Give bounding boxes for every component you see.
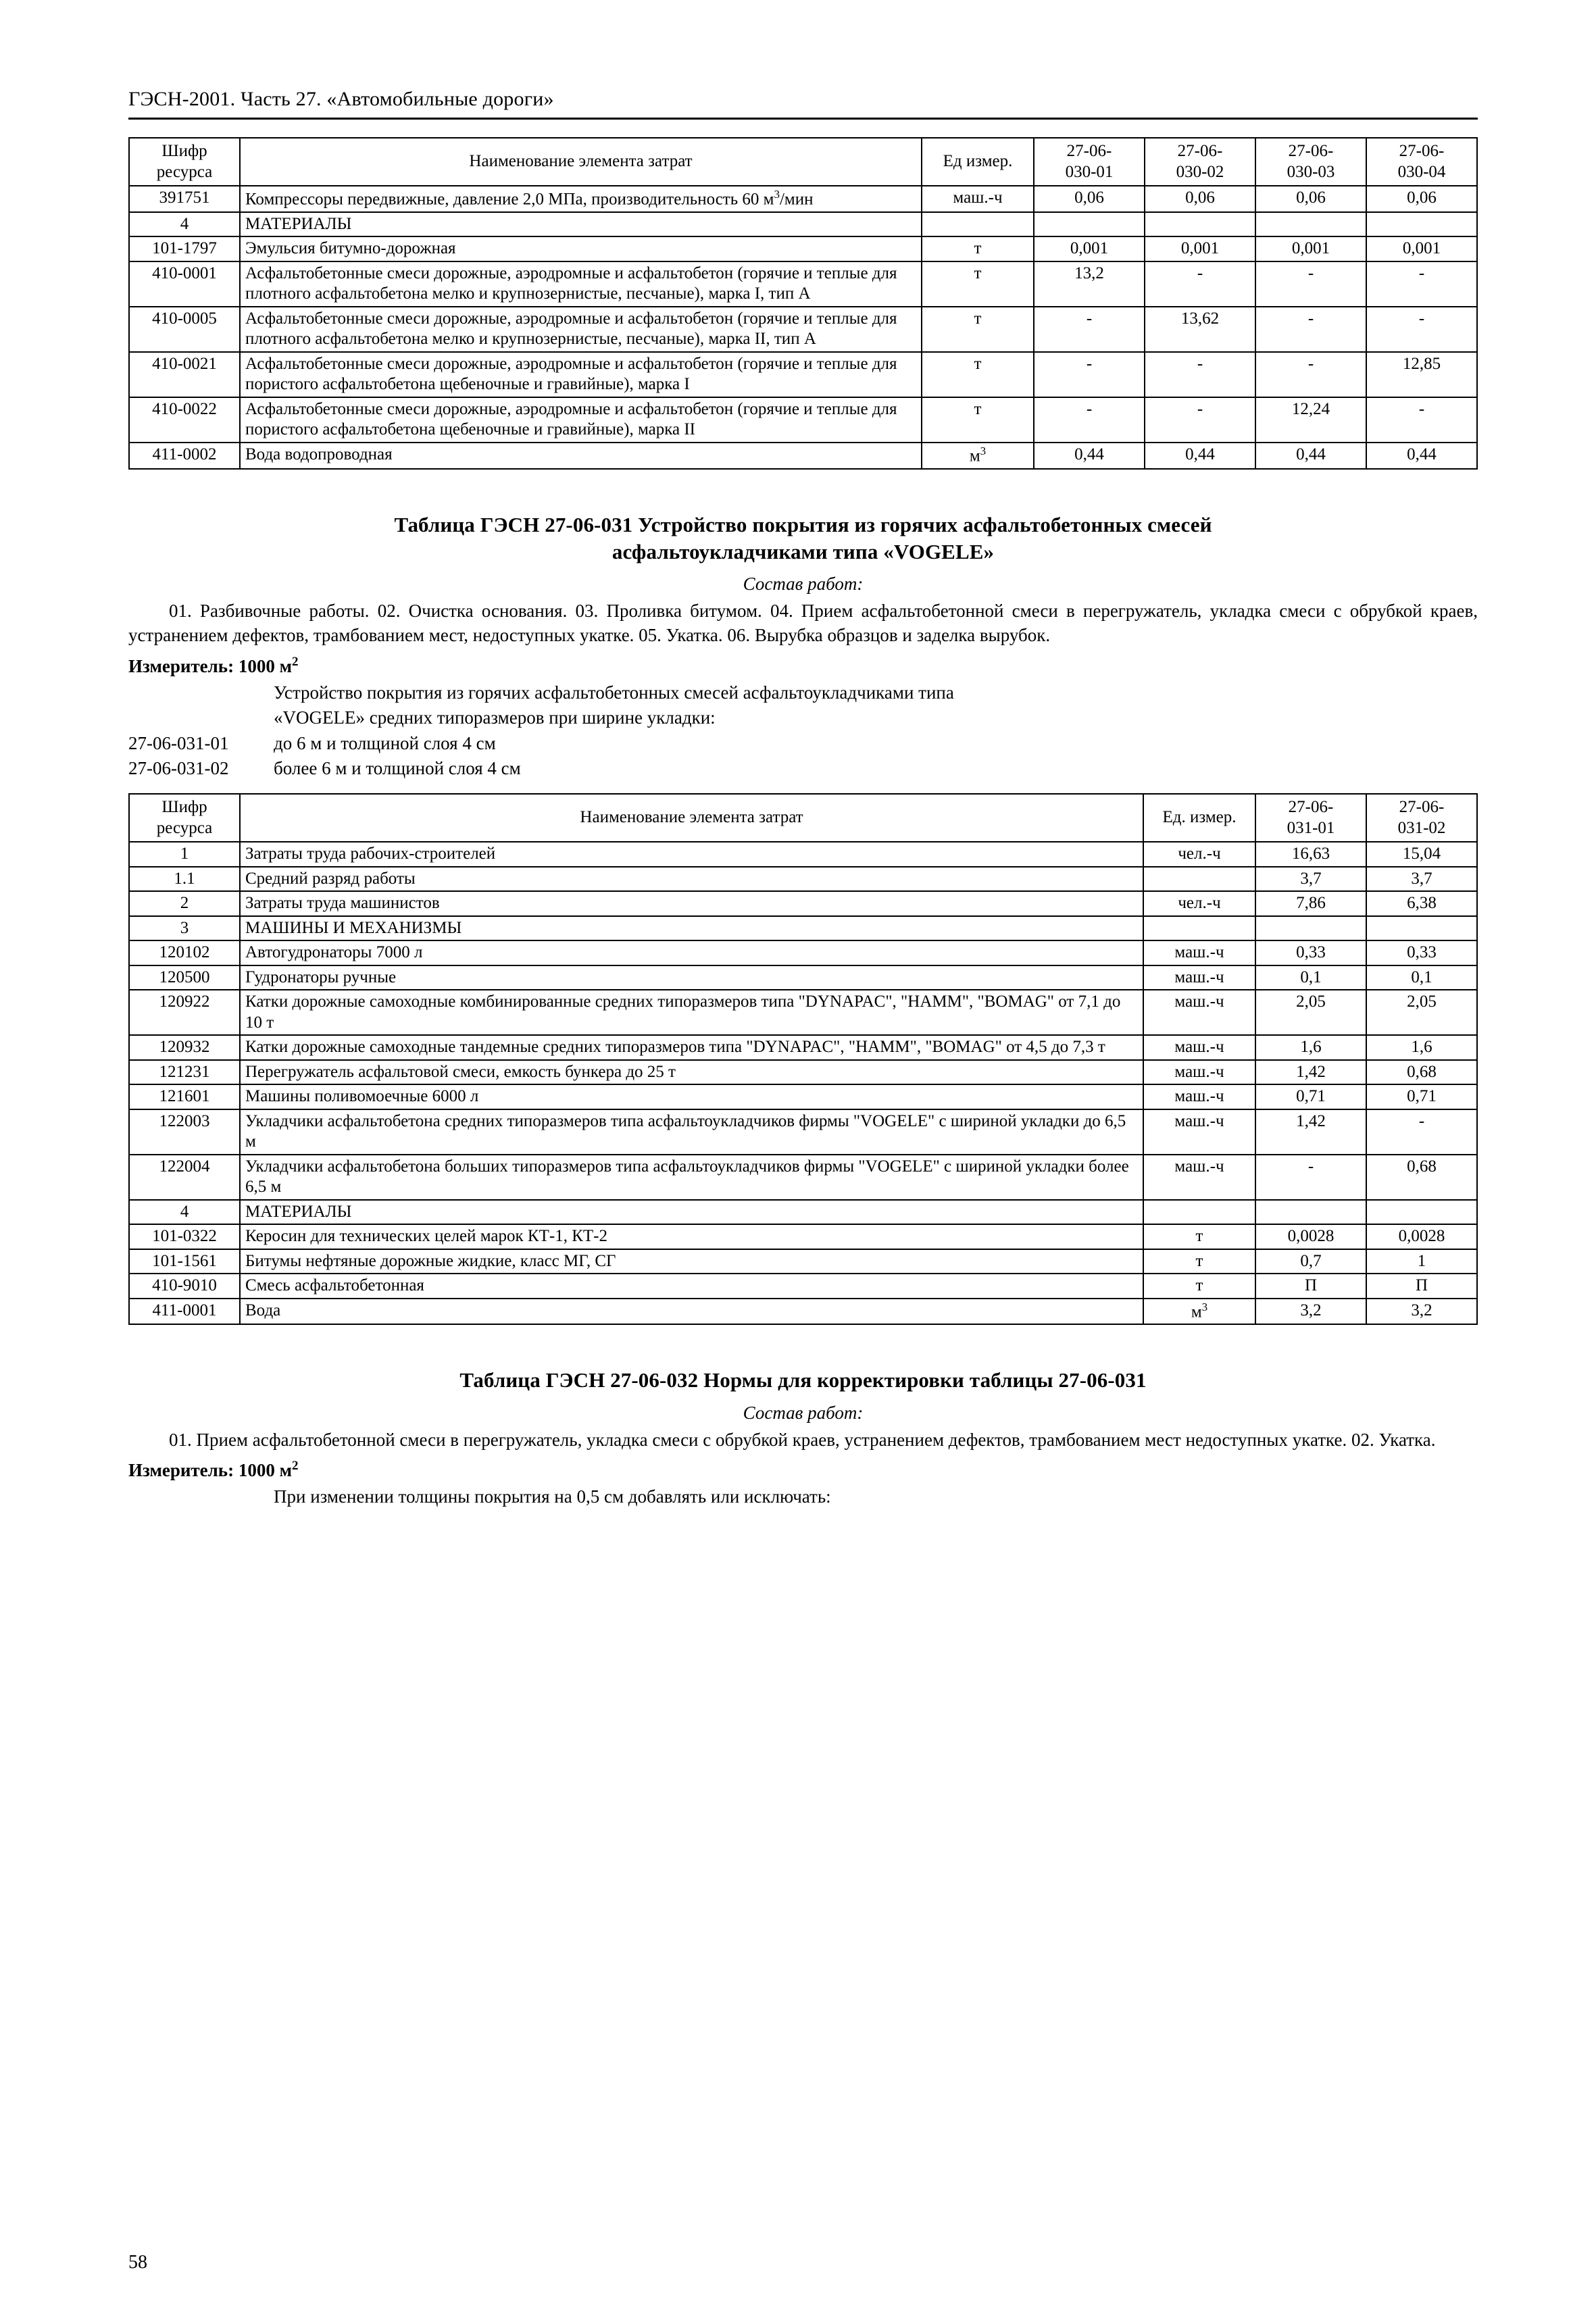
- header-divider: [128, 118, 1478, 120]
- izmeritel-031: Измеритель: 1000 $м^2$: [128, 654, 299, 676]
- cell-resource-code: 120922: [129, 990, 240, 1035]
- cell-value-1: 0,7: [1255, 1249, 1366, 1274]
- cell-resource-code: 101-0322: [129, 1224, 240, 1249]
- cell-value-4: 0,06: [1366, 186, 1477, 212]
- cell-resource-code: 3: [129, 916, 240, 941]
- header-cell-col1: 27-06- 030-01: [1034, 138, 1145, 186]
- cell-value-2: 0,68: [1366, 1155, 1477, 1200]
- table-row: [129, 352, 1477, 397]
- cell-value-4: -: [1366, 261, 1477, 307]
- variant-row-1: [128, 732, 1478, 756]
- cell-resource-code: 120932: [129, 1035, 240, 1060]
- table-row: [129, 1249, 1477, 1274]
- sostav-text-031: 01. Разбивочные работы. 02. Очистка основания. 03. Проливка битумом. 04. Прием асфальтобетонной смеси в перегружатель, укладка смеси с обрубкой краев, устранением дефектов, трамбованием мест, недоступных укатке. 05. Укатка. 06. Вырубка образцов и заделка вырубок.: [128, 601, 1478, 646]
- cell-value-1: -: [1034, 307, 1145, 352]
- cell-resource-name: Перегружатель асфальтовой смеси, емкость бункера до 25 т: [240, 1060, 1143, 1085]
- cell-unit: маш.-ч: [1143, 1060, 1255, 1085]
- table-row: [129, 443, 1477, 469]
- cell-value-1: 0,1: [1255, 965, 1366, 990]
- cell-resource-name: Компрессоры передвижные, давление 2,0 МПа, производительность 60 $м^3$/мин: [240, 186, 922, 212]
- cell-value-2: 2,05: [1366, 990, 1477, 1035]
- cell-value-2: 15,04: [1366, 842, 1477, 867]
- cell-resource-name: Катки дорожные самоходные комбинированные средних типоразмеров типа "DYNAPAC", "HAMM", "BOMAG" от 7,1 до 10 т: [240, 990, 1143, 1035]
- cell-unit: чел.-ч: [1143, 842, 1255, 867]
- table-header-row: [129, 138, 1477, 186]
- table-row: [129, 1109, 1477, 1155]
- cell-value-3: -: [1255, 307, 1366, 352]
- cell-value-2: 0,0028: [1366, 1224, 1477, 1249]
- cell-unit: [922, 212, 1034, 237]
- section-031-title: Таблица ГЭСН 27-06-031 Устройство покрытия из горячих асфальтобетонных смесей асфальтоукладчиками типа «VOGELE»: [394, 512, 1212, 563]
- cell-resource-name: Смесь асфальтобетонная: [240, 1274, 1143, 1299]
- cell-unit: т: [1143, 1249, 1255, 1274]
- cell-value-2: 3,7: [1366, 867, 1477, 892]
- table-row: [129, 940, 1477, 965]
- cell-unit: т: [922, 261, 1034, 307]
- cell-resource-code: 410-0001: [129, 261, 240, 307]
- variant-text: более 6 м и толщиной слоя 4 см: [274, 758, 521, 779]
- header-cell-code: Шифр ресурса: [129, 794, 240, 842]
- cell-value-1: 2,05: [1255, 990, 1366, 1035]
- cell-resource-code: 122004: [129, 1155, 240, 1200]
- izmeritel-032: Измеритель: 1000 $м^2$: [128, 1458, 299, 1480]
- header-cell-name: Наименование элемента затрат: [240, 138, 922, 186]
- section-27-06-032: [128, 1367, 1478, 1509]
- cell-resource-code: 101-1561: [129, 1249, 240, 1274]
- table-row: [129, 1200, 1477, 1225]
- cell-unit: т: [922, 352, 1034, 397]
- cell-unit: чел.-ч: [1143, 891, 1255, 916]
- cell-resource-name: Затраты труда машинистов: [240, 891, 1143, 916]
- cell-value-2: 3,2: [1366, 1299, 1477, 1325]
- table-body-031: [129, 842, 1477, 1324]
- cell-unit: т: [1143, 1274, 1255, 1299]
- cell-value-3: 0,44: [1255, 443, 1366, 469]
- cell-value-3: -: [1255, 352, 1366, 397]
- sostav-text-032: 01. Прием асфальтобетонной смеси в перегружатель, укладка смеси с обрубкой краев, устранением дефектов, трамбованием мест недоступных укатке. 02. Укатка.: [169, 1429, 1436, 1450]
- cell-value-3: 12,24: [1255, 397, 1366, 443]
- cell-resource-code: 120500: [129, 965, 240, 990]
- cell-value-2: 0,68: [1366, 1060, 1477, 1085]
- cell-resource-code: 391751: [129, 186, 240, 212]
- table-row: [129, 1060, 1477, 1085]
- cell-value-1: -: [1255, 1155, 1366, 1200]
- cell-value-2: 0,33: [1366, 940, 1477, 965]
- cell-resource-name: Укладчики асфальтобетона больших типоразмеров типа асфальтоукладчиков фирмы "VOGELE" с шириной укладки более 6,5 м: [240, 1155, 1143, 1200]
- cell-resource-name: Битумы нефтяные дорожные жидкие, класс МГ, СГ: [240, 1249, 1143, 1274]
- table-header-row: [129, 794, 1477, 842]
- cell-resource-code: 411-0001: [129, 1299, 240, 1325]
- table-row: [129, 842, 1477, 867]
- cell-unit: [1143, 867, 1255, 892]
- cell-resource-code: 1: [129, 842, 240, 867]
- cell-resource-name: Затраты труда рабочих-строителей: [240, 842, 1143, 867]
- cell-value-1: [1034, 212, 1145, 237]
- cell-value-1: 0,71: [1255, 1084, 1366, 1109]
- cell-resource-code: 122003: [129, 1109, 240, 1155]
- cell-value-2: -: [1145, 397, 1255, 443]
- cell-resource-name: Гудронаторы ручные: [240, 965, 1143, 990]
- cell-resource-name: Укладчики асфальтобетона средних типоразмеров типа асфальтоукладчиков фирмы "VOGELE" с шириной укладки до 6,5 м: [240, 1109, 1143, 1155]
- header-cell-col2: 27-06- 030-02: [1145, 138, 1255, 186]
- cell-resource-code: 410-0005: [129, 307, 240, 352]
- cell-resource-name: Эмульсия битумно-дорожная: [240, 236, 922, 261]
- cell-resource-name: МАТЕРИАЛЫ: [240, 212, 922, 237]
- table-row: [129, 261, 1477, 307]
- header-cell-unit: Ед. измер.: [1143, 794, 1255, 842]
- cell-value-1: 0,001: [1034, 236, 1145, 261]
- cell-unit: т: [922, 397, 1034, 443]
- cell-value-1: 3,7: [1255, 867, 1366, 892]
- variant-code: 27-06-031-02: [128, 758, 229, 779]
- cell-resource-code: 4: [129, 212, 240, 237]
- header-cell-col3: 27-06- 030-03: [1255, 138, 1366, 186]
- description-line-2: «VOGELE» средних типоразмеров при ширине укладки:: [274, 707, 716, 728]
- section-27-06-031: [128, 511, 1478, 1326]
- cell-resource-code: 2: [129, 891, 240, 916]
- cell-value-2: 0,44: [1145, 443, 1255, 469]
- table-body-030: [129, 186, 1477, 469]
- cell-value-2: 6,38: [1366, 891, 1477, 916]
- cell-resource-code: 410-0022: [129, 397, 240, 443]
- table-row: [129, 1224, 1477, 1249]
- variant-row-2: [128, 757, 1478, 781]
- cell-value-2: -: [1366, 1109, 1477, 1155]
- cell-value-1: 3,2: [1255, 1299, 1366, 1325]
- table-row: [129, 1155, 1477, 1200]
- cell-unit: [1143, 916, 1255, 941]
- cell-value-1: 1,42: [1255, 1060, 1366, 1085]
- cell-resource-name: Катки дорожные самоходные тандемные средних типоразмеров типа "DYNAPAC", "HAMM", "BOMAG" от 4,5 до 7,3 т: [240, 1035, 1143, 1060]
- variant-code: 27-06-031-01: [128, 732, 229, 753]
- cell-unit: маш.-ч: [1143, 1155, 1255, 1200]
- cell-value-1: 0,0028: [1255, 1224, 1366, 1249]
- table-row: [129, 867, 1477, 892]
- cell-value-2: [1366, 1200, 1477, 1225]
- table-row: [129, 990, 1477, 1035]
- cell-value-3: -: [1255, 261, 1366, 307]
- cell-value-2: 0,71: [1366, 1084, 1477, 1109]
- resource-table-031: [128, 793, 1478, 1325]
- note-032: При изменении толщины покрытия на 0,5 см добавлять или исключать:: [274, 1486, 831, 1507]
- cell-unit: т: [922, 307, 1034, 352]
- table-row: [129, 1299, 1477, 1325]
- cell-unit: маш.-ч: [1143, 990, 1255, 1035]
- cell-value-1: 0,06: [1034, 186, 1145, 212]
- cell-unit: [1143, 1200, 1255, 1225]
- cell-resource-name: МАШИНЫ И МЕХАНИЗМЫ: [240, 916, 1143, 941]
- cell-value-1: 1,6: [1255, 1035, 1366, 1060]
- cell-unit: т: [922, 236, 1034, 261]
- cell-value-1: 16,63: [1255, 842, 1366, 867]
- cell-resource-code: 120102: [129, 940, 240, 965]
- cell-resource-code: 410-9010: [129, 1274, 240, 1299]
- cell-value-4: 0,44: [1366, 443, 1477, 469]
- table-row: [129, 916, 1477, 941]
- cell-resource-name: Асфальтобетонные смеси дорожные, аэродромные и асфальтобетон (горячие и теплые для плотного асфальтобетона мелко и крупнозернистые, песчаные), марка I, тип А: [240, 261, 922, 307]
- cell-value-2: 0,06: [1145, 186, 1255, 212]
- cell-value-1: 1,42: [1255, 1109, 1366, 1155]
- cell-value-1: -: [1034, 397, 1145, 443]
- cell-value-3: [1255, 212, 1366, 237]
- running-header: ГЭСН-2001. Часть 27. «Автомобильные дороги»: [128, 88, 554, 110]
- cell-unit: $м^3$: [1143, 1299, 1255, 1325]
- cell-value-2: [1366, 916, 1477, 941]
- cell-value-1: -: [1034, 352, 1145, 397]
- table-row: [129, 236, 1477, 261]
- header-cell-col4: 27-06- 030-04: [1366, 138, 1477, 186]
- table-row: [129, 186, 1477, 212]
- cell-value-4: 12,85: [1366, 352, 1477, 397]
- header-cell-unit: Ед измер.: [922, 138, 1034, 186]
- cell-value-1: 0,44: [1034, 443, 1145, 469]
- cell-resource-name: Асфальтобетонные смеси дорожные, аэродромные и асфальтобетон (горячие и теплые для пористого асфальтобетона щебеночные и гравийные), марка II: [240, 397, 922, 443]
- table-row: [129, 212, 1477, 237]
- table-row: [129, 965, 1477, 990]
- sostav-label-032: Состав работ:: [743, 1402, 864, 1423]
- header-cell-col2: 27-06- 031-02: [1366, 794, 1477, 842]
- cell-value-2: 0,1: [1366, 965, 1477, 990]
- cell-resource-name: Асфальтобетонные смеси дорожные, аэродромные и асфальтобетон (горячие и теплые для пористого асфальтобетона щебеночные и гравийные), марка I: [240, 352, 922, 397]
- description-line-1: Устройство покрытия из горячих асфальтобетонных смесей асфальтоукладчиками типа: [274, 682, 954, 703]
- cell-value-1: П: [1255, 1274, 1366, 1299]
- cell-value-3: 0,06: [1255, 186, 1366, 212]
- cell-value-2: [1145, 212, 1255, 237]
- table-row: [129, 307, 1477, 352]
- header-cell-code: Шифр ресурса: [129, 138, 240, 186]
- cell-resource-code: 121231: [129, 1060, 240, 1085]
- cell-value-2: 1,6: [1366, 1035, 1477, 1060]
- cell-unit: маш.-ч: [1143, 1084, 1255, 1109]
- cell-unit: маш.-ч: [1143, 965, 1255, 990]
- cell-unit: маш.-ч: [1143, 1035, 1255, 1060]
- cell-value-2: 1: [1366, 1249, 1477, 1274]
- header-cell-name: Наименование элемента затрат: [240, 794, 1143, 842]
- cell-value-1: 0,33: [1255, 940, 1366, 965]
- cell-unit: $м^3$: [922, 443, 1034, 469]
- cell-unit: маш.-ч: [1143, 940, 1255, 965]
- cell-value-3: 0,001: [1255, 236, 1366, 261]
- table-row: [129, 1084, 1477, 1109]
- cell-resource-name: МАТЕРИАЛЫ: [240, 1200, 1143, 1225]
- cell-resource-name: Вода: [240, 1299, 1143, 1325]
- cell-unit: маш.-ч: [922, 186, 1034, 212]
- table-row: [129, 1035, 1477, 1060]
- cell-resource-name: Автогудронаторы 7000 л: [240, 940, 1143, 965]
- section-032-title: Таблица ГЭСН 27-06-032 Нормы для корректировки таблицы 27-06-031: [459, 1368, 1147, 1392]
- cell-value-2: -: [1145, 352, 1255, 397]
- cell-resource-name: Вода водопроводная: [240, 443, 922, 469]
- cell-resource-code: 121601: [129, 1084, 240, 1109]
- header-cell-col1: 27-06- 031-01: [1255, 794, 1366, 842]
- cell-resource-code: 411-0002: [129, 443, 240, 469]
- cell-value-2: 0,001: [1145, 236, 1255, 261]
- cell-value-1: 7,86: [1255, 891, 1366, 916]
- cell-resource-name: Керосин для технических целей марок КТ-1, КТ-2: [240, 1224, 1143, 1249]
- page-number: 58: [128, 2252, 147, 2273]
- cell-resource-name: Машины поливомоечные 6000 л: [240, 1084, 1143, 1109]
- cell-value-1: 13,2: [1034, 261, 1145, 307]
- cell-resource-code: 1.1: [129, 867, 240, 892]
- cell-value-4: 0,001: [1366, 236, 1477, 261]
- cell-unit: т: [1143, 1224, 1255, 1249]
- cell-value-4: -: [1366, 307, 1477, 352]
- cell-value-4: [1366, 212, 1477, 237]
- cell-value-2: 13,62: [1145, 307, 1255, 352]
- cell-value-1: [1255, 916, 1366, 941]
- cell-unit: маш.-ч: [1143, 1109, 1255, 1155]
- cell-value-1: [1255, 1200, 1366, 1225]
- table-row: [129, 891, 1477, 916]
- sostav-label-031: Состав работ:: [743, 574, 864, 595]
- cell-value-2: -: [1145, 261, 1255, 307]
- cell-value-2: П: [1366, 1274, 1477, 1299]
- variant-text: до 6 м и толщиной слоя 4 см: [274, 732, 496, 753]
- table-row: [129, 1274, 1477, 1299]
- cell-resource-code: 4: [129, 1200, 240, 1225]
- cell-resource-code: 410-0021: [129, 352, 240, 397]
- table-row: [129, 397, 1477, 443]
- cell-resource-name: Средний разряд работы: [240, 867, 1143, 892]
- cell-value-4: -: [1366, 397, 1477, 443]
- cell-resource-name: Асфальтобетонные смеси дорожные, аэродромные и асфальтобетон (горячие и теплые для плотного асфальтобетона мелко и крупнозернистые, песчаные), марка II, тип А: [240, 307, 922, 352]
- resource-table-030: [128, 137, 1478, 470]
- cell-resource-code: 101-1797: [129, 236, 240, 261]
